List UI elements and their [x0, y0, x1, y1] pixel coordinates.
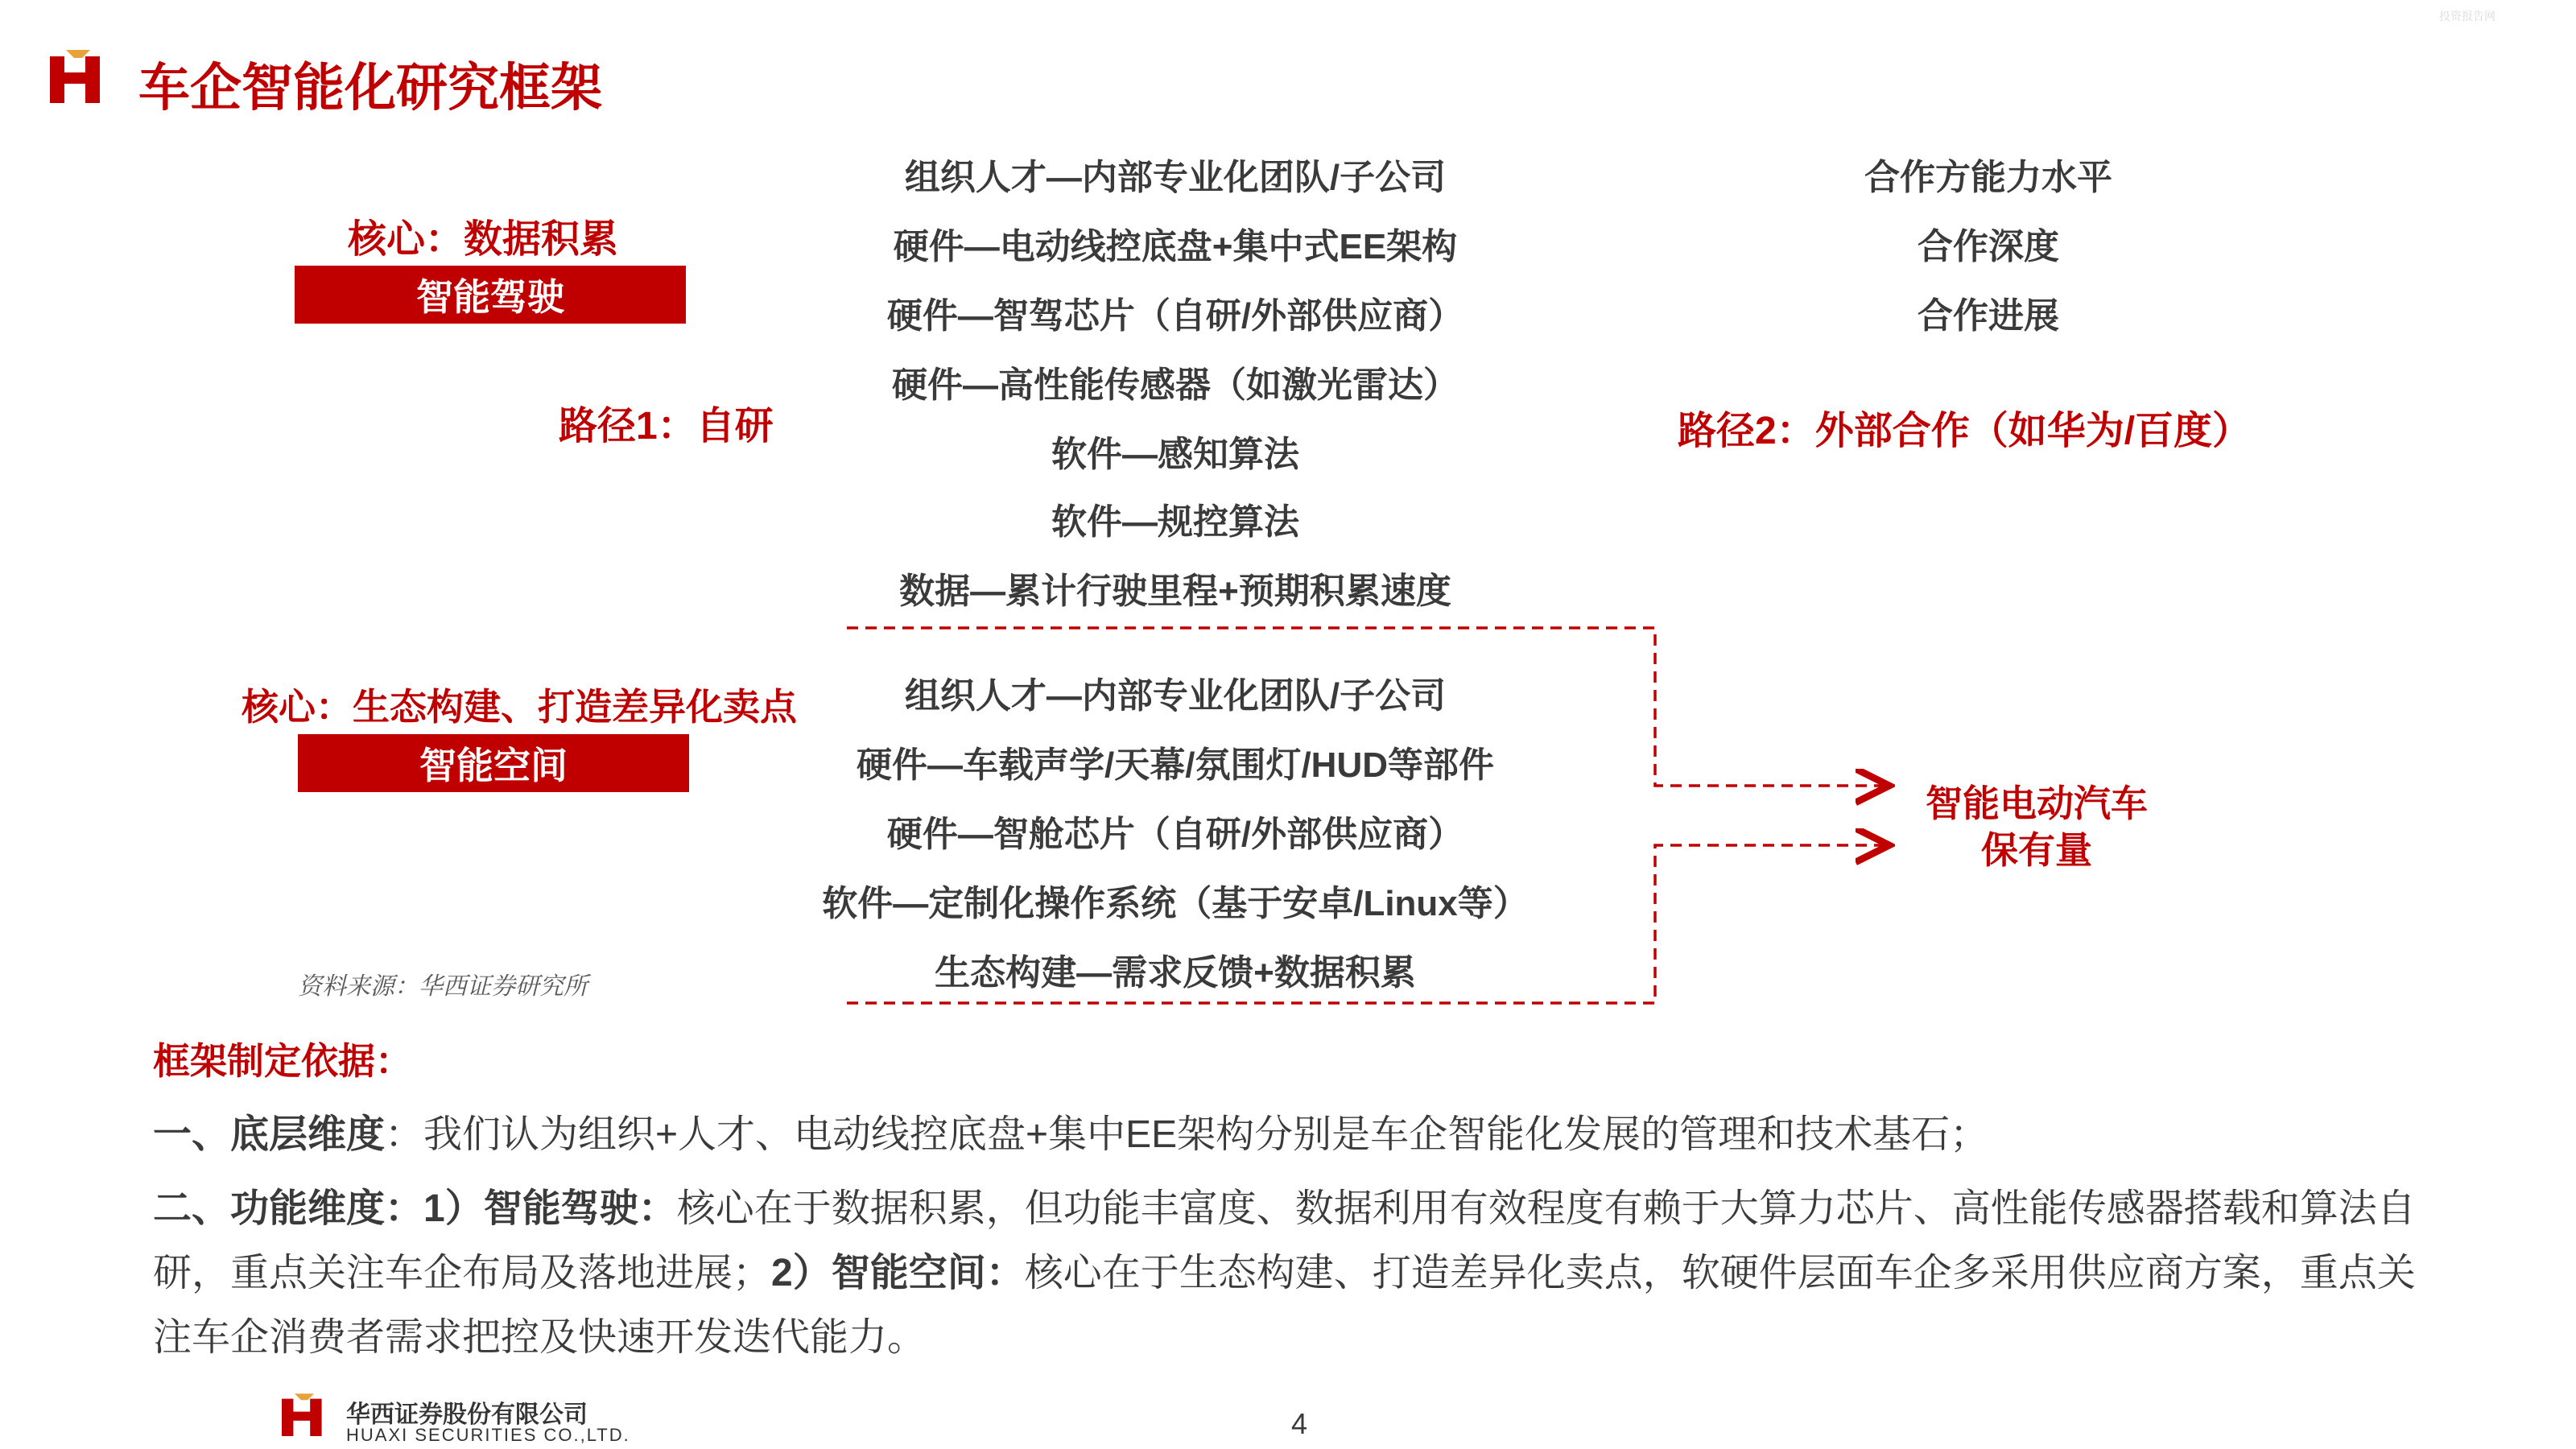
space-item: 硬件—智舱芯片（自研/外部供应商） — [886, 815, 1464, 854]
space-item: 组织人才—内部专业化团队/子公司 — [904, 676, 1447, 716]
footer-company-en: HUAXI SECURITIES CO.,LTD. — [346, 1425, 630, 1445]
path2-label: 路径2：外部合作（如华为/百度） — [1678, 410, 2252, 452]
driving-item: 硬件—智驾芯片（自研/外部供应商） — [886, 296, 1464, 336]
basis-p2-text2: 核心在于生态构建、打造差异化卖点，软硬件层面车企多采用供应商方案，重点关注车企消费者需求把控及快速开发迭代能力。 — [153, 1252, 2416, 1359]
driving-item: 硬件—电动线控底盘+集中式EE架构 — [893, 227, 1458, 266]
driving-core-label: 核心：数据积累 — [347, 218, 618, 261]
basis-p2-text1: 核心在于数据积累，但功能丰富度、数据利用有效程度有赖于大算力芯片、高性能传感器搭载和算法自研，重点关注车企布局及落地进展； — [153, 1187, 2416, 1294]
basis-p2-lead: 二、功能维度：1）智能驾驶： — [153, 1187, 677, 1230]
driving-item: 数据—累计行驶里程+预期积累速度 — [899, 572, 1451, 611]
bracket-bottom-line — [847, 845, 1884, 1003]
basis-heading: 框架制定依据： — [153, 1040, 412, 1082]
driving-item: 软件—感知算法 — [1051, 435, 1299, 474]
outcome-label-line2: 保有量 — [1981, 829, 2092, 871]
watermark-text: 投资报告网 — [2439, 10, 2496, 23]
space-core-label: 核心：生态构建、打造差异化卖点 — [242, 686, 797, 728]
footer-logo-icon — [282, 1393, 327, 1441]
space-item: 生态构建—需求反馈+数据积累 — [935, 953, 1416, 993]
space-item: 硬件—车载声学/天幕/氛围灯/HUD等部件 — [857, 745, 1494, 785]
basis-paragraph-2 — [153, 1177, 2439, 1370]
driving-box: 智能驾驶 — [295, 266, 686, 324]
partner-item: 合作深度 — [1918, 227, 2059, 266]
driving-item: 硬件—高性能传感器（如激光雷达） — [892, 365, 1459, 405]
page-title: 车企智能化研究框架 — [138, 59, 602, 117]
basis-p1-lead: 一、底层维度 — [153, 1113, 386, 1156]
outcome-label-line1: 智能电动汽车 — [1926, 782, 2148, 824]
path1-label: 路径1：自研 — [559, 405, 774, 448]
driving-item: 组织人才—内部专业化团队/子公司 — [904, 158, 1447, 197]
basis-paragraph-1 — [153, 1103, 2439, 1167]
page-number: 4 — [1291, 1407, 1308, 1440]
space-item: 软件—定制化操作系统（基于安卓/Linux等） — [822, 884, 1529, 923]
partner-item: 合作进展 — [1918, 296, 2059, 336]
footer-company-cn: 华西证券股份有限公司 — [346, 1402, 588, 1428]
driving-item: 软件—规控算法 — [1051, 502, 1299, 542]
space-box: 智能空间 — [298, 734, 689, 792]
bracket-top-line — [847, 628, 1884, 786]
basis-p2-lead2: 2）智能空间： — [771, 1252, 1025, 1294]
partner-item: 合作方能力水平 — [1864, 158, 2112, 197]
source-note: 资料来源：华西证券研究所 — [298, 973, 588, 1000]
basis-p1-text: ：我们认为组织+人才、电动线控底盘+集中EE架构分别是车企智能化发展的管理和技术基石； — [385, 1113, 1989, 1156]
